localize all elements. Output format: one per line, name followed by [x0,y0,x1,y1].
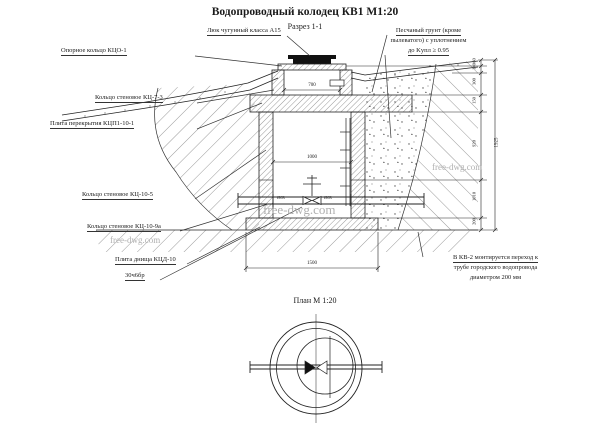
label-cover-slab: Плита перекрытия КЦП1-10-1 [50,120,134,129]
chamber-wall-right [351,112,365,218]
note-sand-line2: пылеватого) с уплотнением [390,37,467,44]
label-support-ring: Опорное кольцо КЦО-1 [61,47,127,56]
dim-chain-6: 200 [471,218,477,225]
dim-chain-4: 920 [471,140,477,147]
watermark-left: free-dwg.com [110,235,161,245]
manhole-cover [288,55,336,64]
cover-slab [250,95,412,112]
dim-pipe-right: Ø63 [324,195,332,200]
dim-chain-1: 140 [471,63,477,70]
dim-chain-2: 300 [471,78,477,85]
dim-chain-5: 1010 [471,192,477,201]
soil-backfill-left [155,84,259,230]
plan-title: План М 1:20 [293,296,337,305]
dim-pipe-left: Ø63 [277,195,285,200]
note-sand-line3: до Kупл ≥ 0.95 [407,47,450,54]
note-kv2-line3: диаметром 200 мм [469,274,522,281]
note-sand-line1: Песчаный грунт (кроме [395,27,462,34]
neck-wall-left [272,70,284,95]
dim-chain-3: 150 [471,97,477,104]
plan-view [250,314,382,423]
label-bottom-slab: Плита днища КЦД-10 [115,256,176,265]
dim-chain-0: 60 [471,58,477,63]
watermark-center: free-dwg.com [263,202,336,217]
bottom-slab [246,218,378,230]
support-ring [278,64,346,70]
label-valve: 30ч6бр [125,272,145,281]
dim-chamber-width: 1000 [307,155,317,160]
label-wall-ring-10-9: Кольцо стеновое КЦ-10-9а [87,223,161,232]
section-title: Разрез 1-1 [287,22,323,31]
note-sand-backfill [381,26,476,56]
drawing-title: Водопроводный колодец КВ1 М1:20 [211,6,399,18]
valve-symbol [303,175,321,205]
dim-base-width: 1500 [307,261,317,266]
dim-total-depth: 1925 [494,137,500,148]
watermark-right: free-dwg.com [432,162,483,172]
note-kv2-transition [423,253,568,283]
dim-neck-width: 700 [308,83,316,88]
label-wall-ring-10-5: Кольцо стеновое КЦ-10-5 [82,191,153,200]
note-kv2-line2: трубе городского водопровода [453,264,538,271]
label-wall-ring-7-3: Кольцо стеновое КЦ-7-3 [95,94,163,103]
label-hatch-cover: Люк чугунный класса А15 [207,27,281,36]
note-kv2-line1: В КВ-2 монтируется переход к [452,254,539,261]
